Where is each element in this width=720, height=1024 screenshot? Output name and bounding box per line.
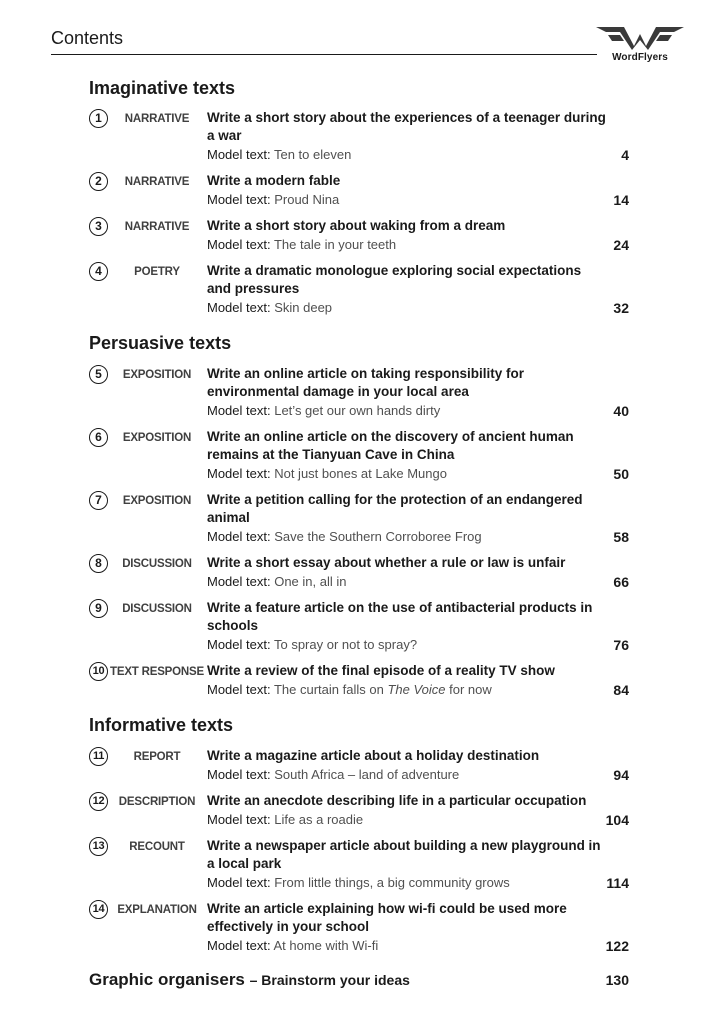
entry-number: 6 [89,428,108,447]
contents-entry[interactable] [89,172,629,210]
entry-genre: EXPOSITION [122,369,192,381]
contents-entry[interactable] [89,554,629,592]
entry-genre: DESCRIPTION [118,796,196,808]
entry-page-number: 32 [613,300,629,316]
entry-page-number: 94 [613,767,629,783]
entry-description: Write a feature article on the use of antibacterial products in schools [207,600,593,633]
entry-model-text [207,573,346,591]
entry-page-number: 40 [613,403,629,419]
section-title-imaginative: Imaginative texts [89,78,236,98]
entry-genre: NARRATIVE [124,221,190,233]
entry-genre: NARRATIVE [124,176,190,188]
contents-entry[interactable] [89,662,629,700]
entry-model-text [207,299,332,317]
entry-number: 1 [89,109,108,128]
entry-page-number: 24 [613,237,629,253]
entry-description: Write a modern fable [207,173,341,188]
model-title: Save the Southern Corroboree Frog [274,529,482,544]
wings-logo-icon [594,24,686,52]
entry-number: 2 [89,172,108,191]
entry-number: 8 [89,554,108,573]
page-header [51,28,597,55]
entry-model-text [207,874,510,892]
entry-model-text [207,681,492,699]
entry-number: 11 [89,747,108,766]
entry-model-text [207,146,351,164]
model-title-show-name: The Voice [387,682,446,697]
entry-description: Write an online article on the discovery of ancient human remains at the Tianyuan Cave in China [207,429,574,462]
entry-genre: EXPOSITION [122,495,192,507]
contents-entry[interactable] [89,217,629,255]
entry-number: 3 [89,217,108,236]
contents-entry[interactable] [89,491,629,547]
model-label: Model text: [207,875,271,890]
entry-model-text [207,236,396,254]
entry-number: 12 [89,792,108,811]
section-title-informative: Informative texts [89,715,234,735]
entry-genre: TEXT RESPONSE [110,666,204,678]
contents-entry[interactable] [89,837,629,893]
entry-page-number: 50 [613,466,629,482]
entry-number: 5 [89,365,108,384]
entry-description: Write an anecdote describing life in a particular occupation [207,793,587,808]
model-label: Model text: [207,938,271,953]
model-label: Model text: [207,300,271,315]
contents-entry[interactable] [89,599,629,655]
model-title-tail: for now [449,682,492,697]
entry-model-text [207,636,417,654]
model-label: Model text: [207,237,271,252]
entry-description: Write a magazine article about a holiday destination [207,748,540,763]
model-label: Model text: [207,812,271,827]
entry-page-number: 84 [613,682,629,698]
entry-description: Write a petition calling for the protection of an endangered animal [207,492,583,525]
entry-model-text [207,402,440,420]
section-title-persuasive: Persuasive texts [89,333,232,353]
model-label: Model text: [207,682,271,697]
entry-description: Write a short story about waking from a dream [207,218,506,233]
entry-genre: NARRATIVE [124,113,190,125]
entry-page-number: 58 [613,529,629,545]
entry-description: Write an online article on taking responsibility for environmental damage in your local area [207,366,525,399]
entry-genre: EXPLANATION [117,904,197,916]
entry-description: Write a newspaper article about building a new playground in a local park [207,838,601,871]
entry-model-text [207,937,378,955]
entry-number: 9 [89,599,108,618]
wordflyers-logo [594,24,686,68]
model-title: Proud Nina [274,192,340,207]
contents-entry[interactable] [89,365,629,421]
footer-heading: Graphic organisers [89,970,245,989]
contents-entry[interactable] [89,109,629,165]
entry-page-number: 76 [613,637,629,653]
model-label: Model text: [207,529,271,544]
entry-page-number: 66 [613,574,629,590]
entry-model-text [207,465,447,483]
entry-description: Write a short story about the experiences of a teenager during a war [207,110,606,143]
contents-entry[interactable] [89,747,629,785]
entry-model-text [207,766,459,784]
footer-subtitle: – Brainstorm your ideas [249,972,410,988]
model-title: Ten to eleven [273,147,352,162]
entry-number: 14 [89,900,108,919]
model-title: Skin deep [274,300,333,315]
model-title: The tale in your teeth [273,237,397,252]
footer-page-number: 130 [605,972,629,988]
entry-model-text [207,191,339,209]
contents-entry[interactable] [89,428,629,484]
entry-genre: EXPOSITION [122,432,192,444]
entry-page-number: 14 [613,192,629,208]
model-label: Model text: [207,574,271,589]
model-title: From little things, a big community grows [274,875,510,890]
model-title: Life as a roadie [274,812,364,827]
model-title: Not just bones at Lake Mungo [274,466,447,481]
entry-page-number: 104 [605,812,629,828]
entry-number: 7 [89,491,108,510]
model-label: Model text: [207,192,271,207]
entry-genre: REPORT [133,751,181,763]
graphic-organisers-entry[interactable] [89,970,629,994]
model-title: The curtain falls on [273,682,384,697]
model-title: To spray or not to spray? [273,637,418,652]
model-title: South Africa – land of adventure [274,767,460,782]
entry-genre: DISCUSSION [122,603,192,615]
entry-page-number: 122 [605,938,629,954]
logo-wordmark: WordFlyers [612,52,668,63]
entry-description: Write an article explaining how wi-fi could be used more effectively in your school [207,901,567,934]
page-title: Contents [51,28,124,48]
entry-number: 13 [89,837,108,856]
model-label: Model text: [207,767,271,782]
contents-entry[interactable] [89,792,629,830]
entry-genre: POETRY [134,266,180,278]
entry-description: Write a short essay about whether a rule or law is unfair [207,555,566,570]
entry-number: 4 [89,262,108,281]
model-title: One in, all in [274,574,347,589]
entry-description: Write a review of the final episode of a reality TV show [207,663,555,678]
model-label: Model text: [207,637,271,652]
model-label: Model text: [207,403,271,418]
entry-description: Write a dramatic monologue exploring social expectations and pressures [207,263,582,296]
entry-genre: DISCUSSION [122,558,192,570]
entry-genre: RECOUNT [129,841,185,853]
model-title: At home with Wi-fi [273,938,379,953]
entry-model-text [207,528,482,546]
entry-number: 10 [89,662,108,681]
entry-page-number: 114 [606,875,629,891]
contents-entry[interactable] [89,900,629,956]
model-title: Let’s get our own hands dirty [274,403,441,418]
model-label: Model text: [207,466,271,481]
footer-title [89,970,410,990]
model-label: Model text: [207,147,271,162]
entry-page-number: 4 [621,147,629,163]
contents-entry[interactable] [89,262,629,318]
entry-model-text [207,811,363,829]
